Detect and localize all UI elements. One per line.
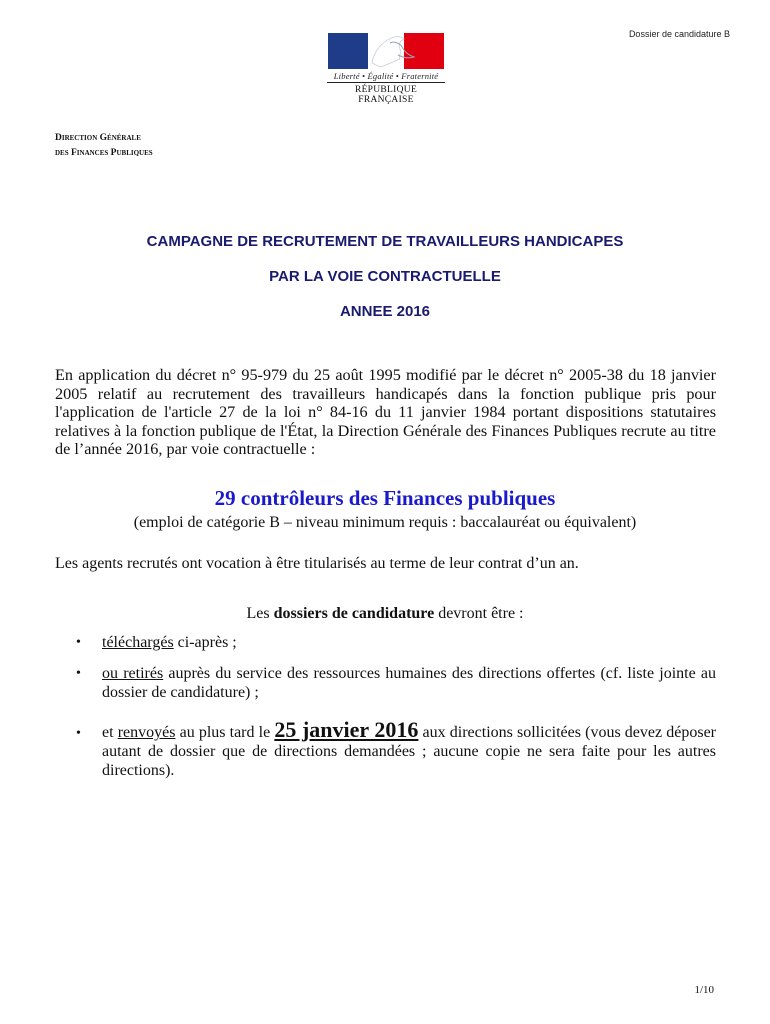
organization-line-1: Direction Générale xyxy=(55,133,141,143)
dossiers-bold: dossiers de candidature xyxy=(273,605,435,622)
underlined-term: ou retirés xyxy=(102,665,164,682)
titularisation-paragraph: Les agents recrutés ont vocation à être titularisés au terme de leur contrat d’un an. xyxy=(55,555,579,572)
bullet-icon: • xyxy=(76,635,81,650)
dossiers-intro xyxy=(0,605,770,623)
marianne-flag-icon xyxy=(328,33,444,69)
list-item-lead: et xyxy=(102,724,118,741)
deadline-date: 25 janvier 2016 xyxy=(274,717,419,742)
list-item xyxy=(76,633,716,652)
bullet-icon: • xyxy=(76,666,81,681)
offer-detail: (emploi de catégorie B – niveau minimum requis : baccalauréat ou équivalent) xyxy=(133,514,637,531)
dossiers-suffix: devront être : xyxy=(434,605,524,622)
list-item-rest: aux directions sollicitées (vous devez déposer autant de dossier que de directions demandées ; aucune copie ne sera faite pour les autres directions). xyxy=(102,724,717,779)
intro-paragraph: En application du décret n° 95-979 du 25 août 1995 modifié par le décret n° 2005-38 du 18 janvier 2005 relatif au recrutement des travailleurs handicapés dans la fonction publique pris pour l'application de l'article 27 de la loi n° 84-16 du 11 janvier 1984 portant dispositions statutaires relatives à la fonction publique de l'État, la Direction Générale des Finances Publiques recrute au titre de l’année 2016, par voie contractuelle : xyxy=(55,366,716,458)
list-item xyxy=(76,717,717,780)
republic-name: RÉPUBLIQUE FRANÇAISE xyxy=(354,85,418,105)
list-item xyxy=(76,664,716,702)
list-item-rest: ci-après ; xyxy=(173,634,237,651)
offer-headline: 29 contrôleurs des Finances publiques xyxy=(214,486,556,510)
bullet-icon: • xyxy=(76,726,81,741)
underlined-term: renvoyés xyxy=(117,724,176,741)
organization-name xyxy=(55,131,153,161)
list-item-mid: au plus tard le xyxy=(175,724,275,741)
list-item-text xyxy=(102,664,716,702)
list-item-text xyxy=(102,717,717,780)
document-reference: Dossier de candidature B xyxy=(628,29,730,39)
title-line-1: CAMPAGNE DE RECRUTEMENT DE TRAVAILLEURS HANDICAPES xyxy=(146,233,624,250)
organization-line-2: des Finances Publiques xyxy=(55,148,153,158)
list-item-rest: auprès du service des ressources humaines des directions offertes (cf. liste jointe au dossier de candidature) ; xyxy=(102,665,716,701)
republic-motto: Liberté • Égalité • Fraternité xyxy=(326,71,446,83)
title-line-3: ANNEE 2016 xyxy=(339,303,431,320)
list-item-text xyxy=(102,633,716,652)
underlined-term: téléchargés xyxy=(102,634,174,651)
republique-francaise-logo xyxy=(326,33,446,105)
title-line-2: PAR LA VOIE CONTRACTUELLE xyxy=(269,268,501,285)
page-number: 1/10 xyxy=(694,984,714,996)
dossiers-prefix: Les xyxy=(246,605,274,622)
